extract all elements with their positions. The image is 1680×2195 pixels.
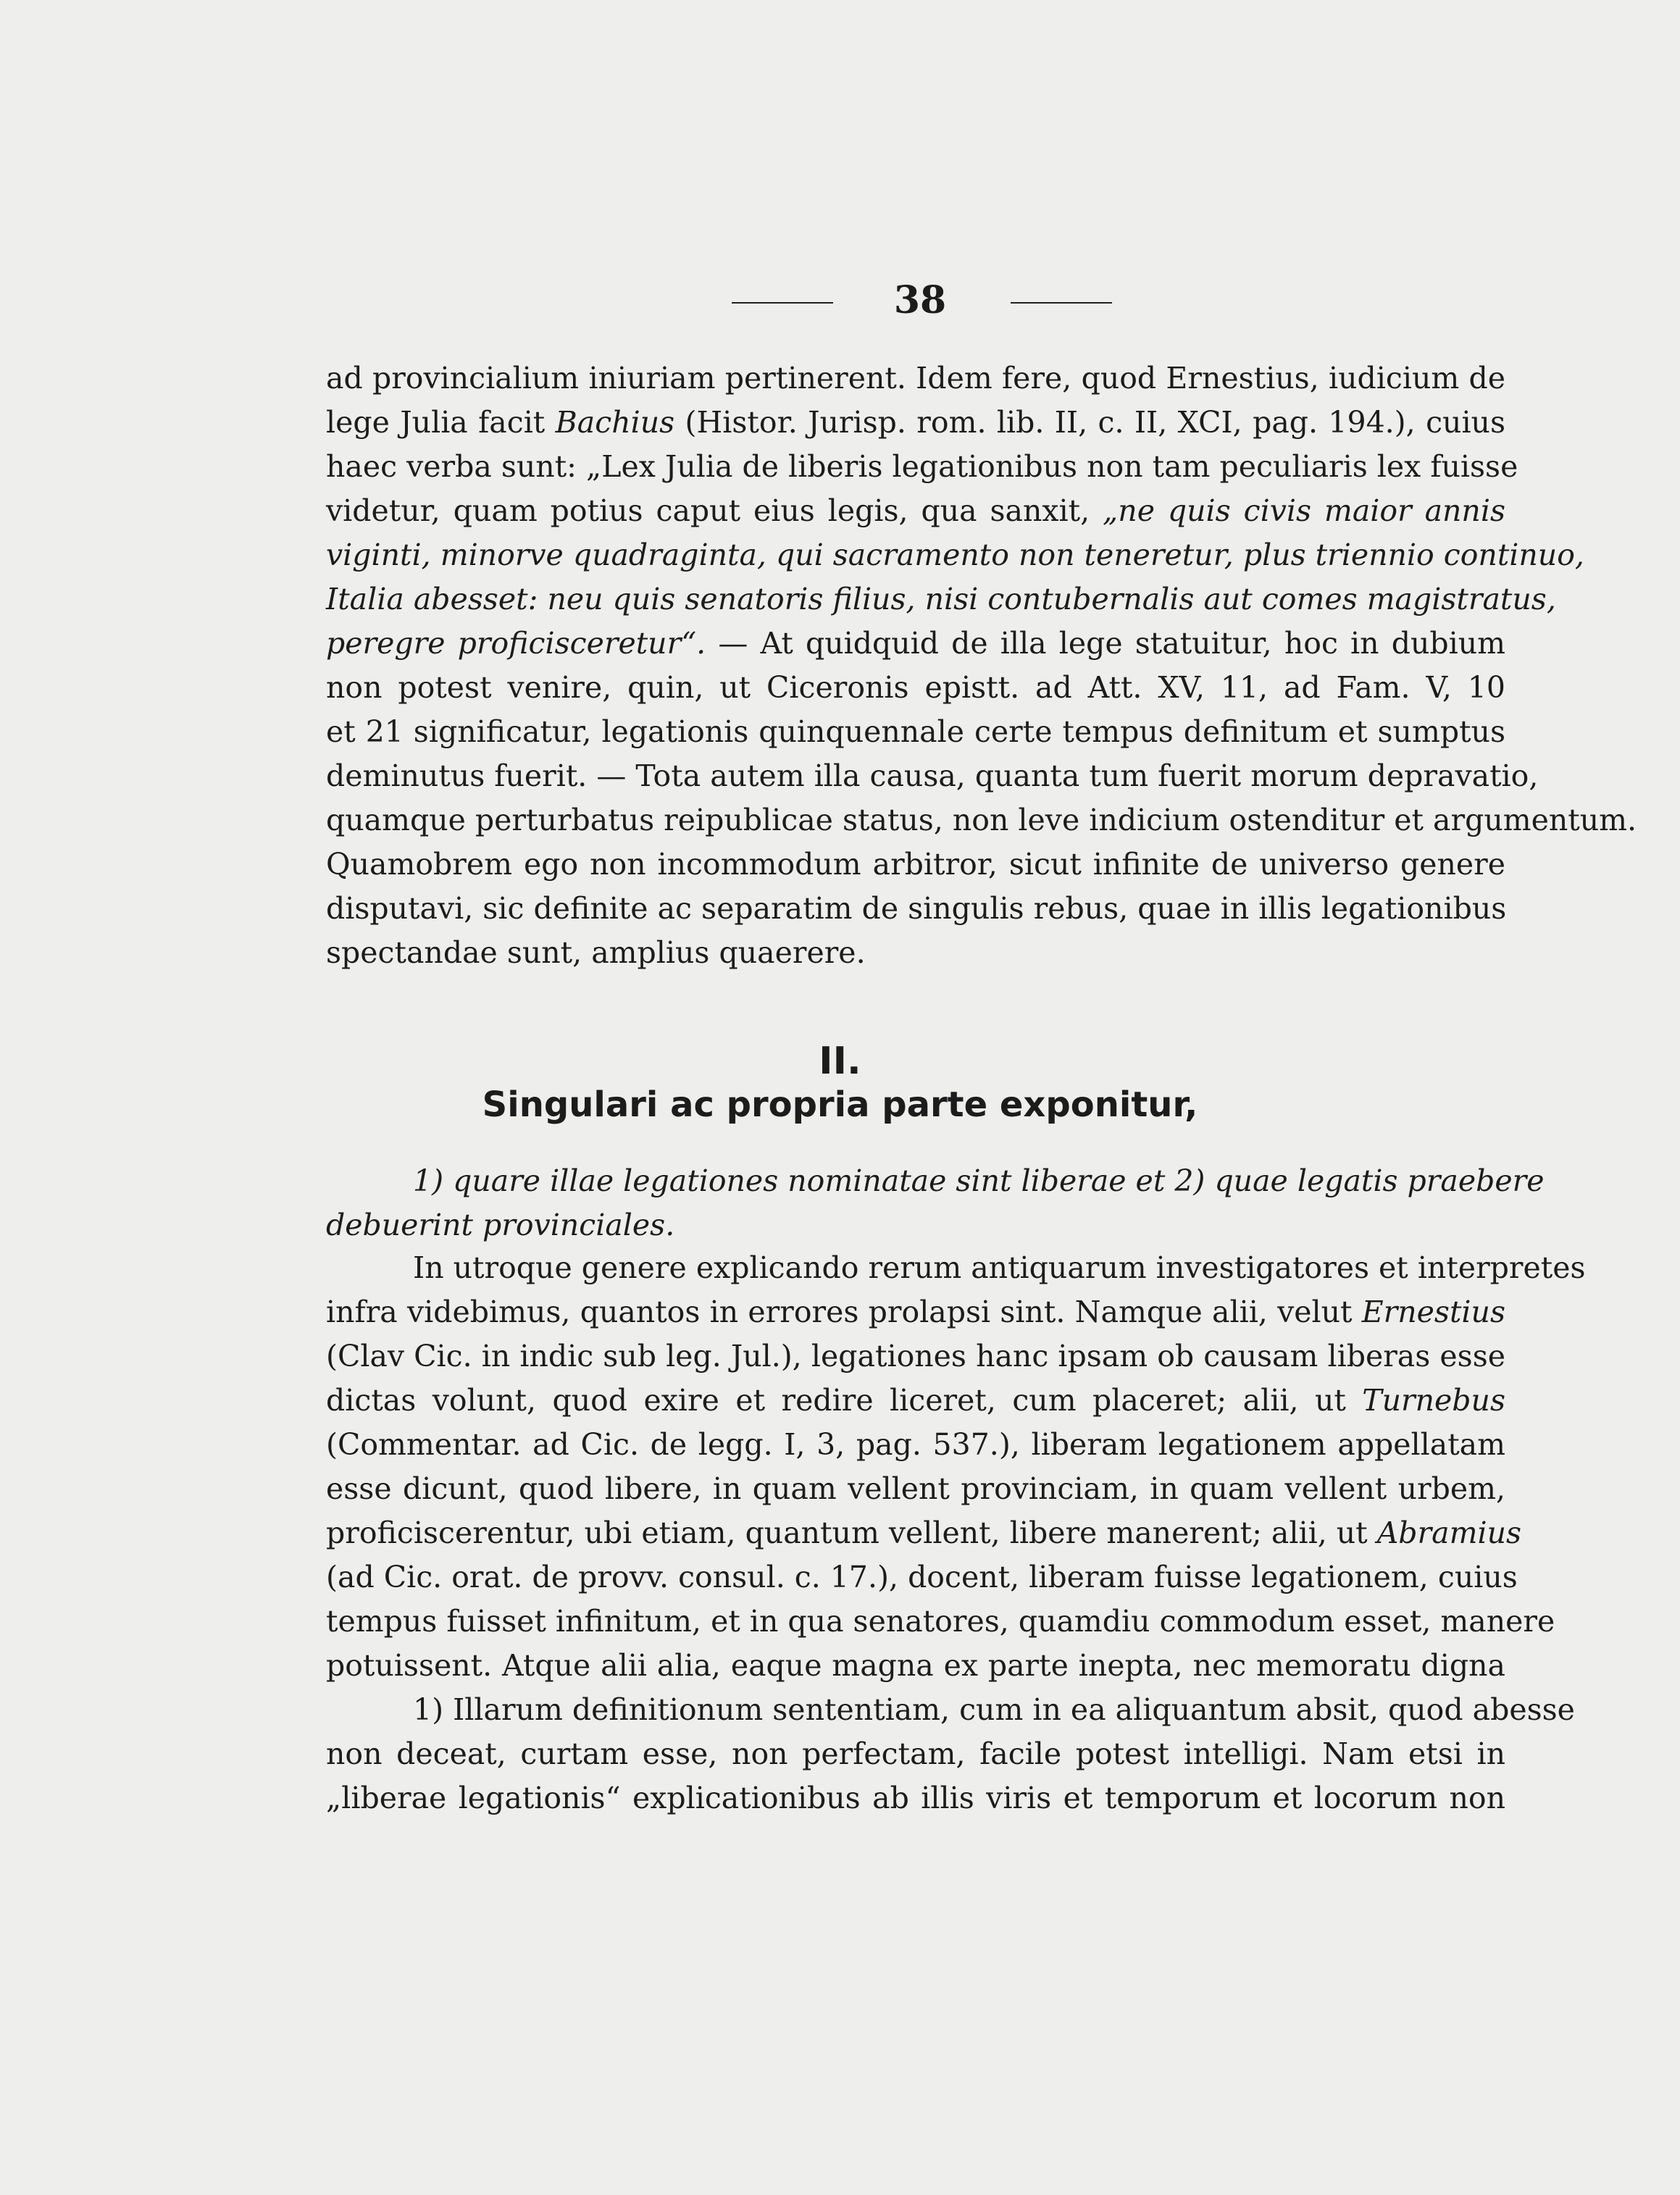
text-line <box>326 710 1505 754</box>
paragraph-1 <box>326 356 1637 975</box>
paragraph-2 <box>326 1246 1586 1820</box>
text-line <box>326 577 1556 622</box>
italic-text: Bachius <box>555 405 675 440</box>
section-numeral: II. <box>819 1040 861 1083</box>
text-segment: deminutus fuerit. — Tota autem illa causa, quanta tum fuerit morum depravatio, <box>326 758 1539 793</box>
text-segment: disputavi, sic definite ac separatim de singulis rebus, quae in illis legationibus <box>326 891 1507 926</box>
italic-text: Abramius <box>1376 1515 1522 1550</box>
italic-text: Ernestius <box>1361 1295 1505 1329</box>
text-line <box>326 1600 1555 1644</box>
italic-text: peregre proficisceretur“. <box>326 626 706 661</box>
text-line <box>326 1334 1505 1379</box>
text-segment: videtur, quam potius caput eius legis, qua sanxit, <box>326 493 1103 528</box>
text-line <box>326 1776 1505 1820</box>
header-rule-left <box>732 302 833 304</box>
text-segment: infra videbimus, quantos in errores prolapsi sint. Namque alii, velut <box>326 1295 1362 1329</box>
text-line <box>326 489 1505 533</box>
text-segment: (Histor. Jurisp. rom. lib. II, c. II, XCI, pag. 194.), cuius <box>674 405 1506 440</box>
italic-text: 1) quare illae legationes nominatae sint liberae et 2) quae legatis praebere <box>413 1163 1545 1198</box>
text-line <box>326 666 1505 710</box>
text-segment: lege Julia facit <box>326 405 556 440</box>
text-line <box>326 1159 1545 1203</box>
text-segment: In utroque genere explicando rerum antiquarum investigatores et interpretes <box>413 1250 1586 1285</box>
text-segment: „liberae legationis“ explicationibus ab illis viris et temporum et locorum non <box>326 1781 1505 1815</box>
text-line <box>326 622 1505 666</box>
text-line <box>326 1732 1505 1776</box>
text-line <box>326 754 1539 798</box>
text-line <box>326 798 1637 843</box>
text-segment: tempus fuisset infinitum, et in qua senatores, quamdiu commodum esset, manere <box>326 1604 1555 1639</box>
text-segment: ad provincialium iniuriam pertinerent. Idem fere, quod Ernestius, iudicium de <box>326 361 1505 396</box>
text-segment: haec verba sunt: „Lex Julia de liberis legationibus non tam peculiaris lex fuisse <box>326 449 1518 484</box>
text-line <box>326 1379 1505 1423</box>
text-segment: (Commentar. ad Cic. de legg. I, 3, pag. 537.), liberam legationem appellatam <box>326 1427 1505 1462</box>
text-segment: (ad Cic. orat. de provv. consul. c. 17.), docent, liberam fuisse legationem, cuius <box>326 1560 1518 1594</box>
text-segment: potuissent. Atque alii alia, eaque magna ex parte inepta, nec memoratu digna <box>326 1648 1505 1683</box>
text-line <box>326 533 1584 577</box>
text-segment: quamque perturbatus reipublicae status, non leve indicium ostenditur et argumentum. <box>326 803 1637 837</box>
text-line <box>326 1688 1575 1732</box>
text-segment: Quamobrem ego non incommodum arbitror, sicut infinite de universo genere <box>326 847 1505 882</box>
text-line <box>326 1555 1518 1600</box>
text-segment: — At quidquid de illa lege statuitur, hoc in dubium <box>706 626 1505 661</box>
text-segment: dictas volunt, quod exire et redire liceret, cum placeret; alii, ut <box>326 1383 1363 1418</box>
text-line <box>326 1290 1505 1334</box>
page-number: 38 <box>893 278 947 322</box>
text-segment: spectandae sunt, amplius quaerere. <box>326 935 866 970</box>
text-segment: (Clav Cic. in indic sub leg. Jul.), legationes hanc ipsam ob causam liberas esse <box>326 1339 1505 1374</box>
page-header <box>0 279 1680 322</box>
section-subtitle <box>326 1159 1545 1247</box>
text-line <box>326 1246 1586 1290</box>
italic-text: Turnebus <box>1362 1383 1505 1418</box>
italic-text: debuerint provinciales. <box>326 1208 675 1242</box>
text-segment: non potest venire, quin, ut Ciceronis epistt. ad Att. XV, 11, ad Fam. V, 10 <box>326 670 1505 705</box>
text-segment: non deceat, curtam esse, non perfectam, facile potest intelligi. Nam etsi in <box>326 1736 1505 1771</box>
text-line <box>326 843 1505 887</box>
text-line <box>326 931 1505 975</box>
italic-text: viginti, minorve quadraginta, qui sacramento non teneretur, plus triennio continuo, <box>326 538 1584 572</box>
text-segment: proficiscerentur, ubi etiam, quantum vellent, libere manerent; alii, ut <box>326 1515 1377 1550</box>
text-segment: et 21 significatur, legationis quinquennale certe tempus definitum et sumptus <box>326 714 1505 749</box>
text-line <box>326 1644 1505 1688</box>
text-line <box>326 445 1518 489</box>
text-line <box>326 1467 1505 1511</box>
text-line <box>326 356 1505 401</box>
text-line <box>326 1203 1505 1247</box>
text-line <box>326 1511 1522 1555</box>
text-segment: esse dicunt, quod libere, in quam vellent provinciam, in quam vellent urbem, <box>326 1471 1505 1506</box>
italic-text: Italia abesset: neu quis senatoris filius, nisi contubernalis aut comes magistratus, <box>326 582 1556 616</box>
text-line <box>326 401 1505 445</box>
header-rule-right <box>1011 302 1112 304</box>
text-line <box>326 1423 1505 1467</box>
text-segment: 1) Illarum definitionum sententiam, cum in ea aliquantum absit, quod abesse <box>413 1692 1575 1727</box>
italic-text: „ne quis civis maior annis <box>1103 493 1505 528</box>
text-line <box>326 887 1505 931</box>
section-title: Singulari ac propria parte exponitur, <box>482 1084 1198 1125</box>
